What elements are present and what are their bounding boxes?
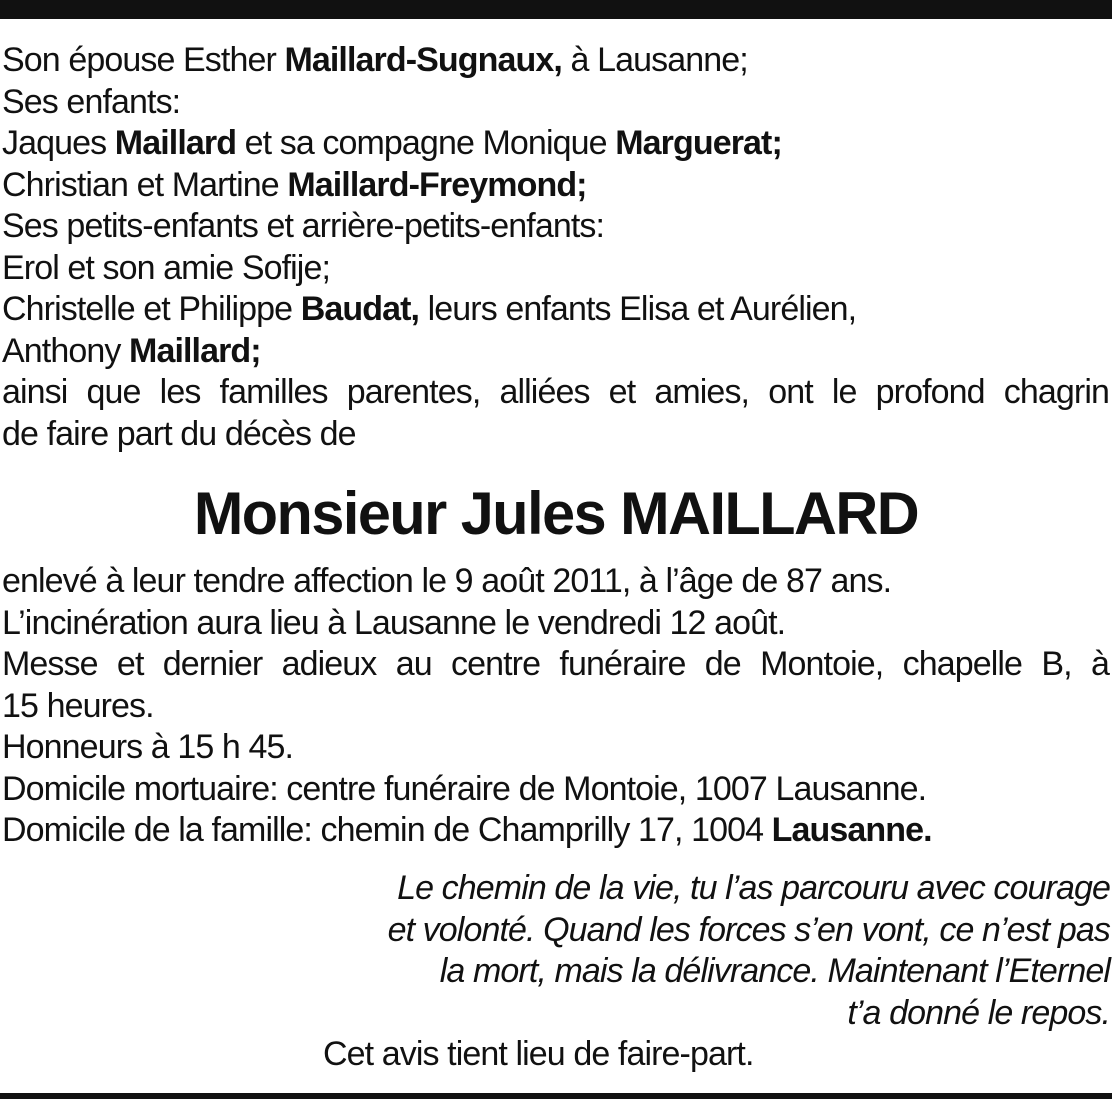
honours-line: Honneurs à 15 h 45.	[2, 728, 294, 766]
deceased-name: Monsieur Jules MAILLARD	[193, 480, 919, 547]
family-list	[2, 40, 1109, 455]
quote-line-2: et volonté. Quand les forces s’en vont, ce n’est pas	[387, 910, 1110, 949]
mass-line: Messe et dernier adieux au centre funéraire de Montoie, chapelle B, à	[2, 645, 1109, 683]
grandchild-line-3: Anthony Maillard;	[2, 331, 261, 370]
child-line-1: Jaques Maillard et sa compagne Monique Marguerat;	[2, 124, 782, 162]
quote-line-1: Le chemin de la vie, tu l’as parcouru avec courage	[397, 869, 1110, 907]
family-address-line: Domicile de la famille: chemin de Champrilly 17, 1004 Lausanne.	[2, 811, 932, 849]
spouse-surname: Maillard-Sugnaux,	[284, 41, 562, 79]
announcement-line-end: de faire part du décès de	[2, 414, 356, 453]
grandchild-line-1: Erol et son amie Sofije;	[2, 248, 331, 287]
passing-line: enlevé à leur tendre affection le 9 août 2011, à l’âge de 87 ans.	[2, 562, 892, 600]
memorial-quote	[290, 868, 1110, 1034]
spouse-line: Son épouse Esther Maillard-Sugnaux, à Lausanne;	[2, 41, 748, 79]
quote-line-3: la mort, mais la délivrance. Maintenant l’Eternel	[439, 952, 1110, 990]
grandchild-line-2: Christelle et Philippe Baudat, leurs enfants Elisa et Aurélien,	[2, 290, 857, 328]
mortuary-line: Domicile mortuaire: centre funéraire de Montoie, 1007 Lausanne.	[2, 769, 927, 808]
mass-time-line: 15 heures.	[2, 686, 154, 725]
top-rule	[0, 0, 1112, 19]
children-heading: Ses enfants:	[2, 82, 181, 121]
grandchildren-heading: Ses petits-enfants et arrière-petits-enfants:	[2, 207, 605, 245]
funeral-details	[2, 561, 1109, 852]
child-line-2: Christian et Martine Maillard-Freymond;	[2, 165, 587, 204]
quote-line-4: t’a donné le repos.	[847, 993, 1110, 1032]
bottom-rule	[0, 1093, 1112, 1099]
announcement-line: ainsi que les familles parentes, alliées et amies, ont le profond chagrin	[2, 373, 1109, 411]
cremation-line: L’incinération aura lieu à Lausanne le vendredi 12 août.	[2, 603, 786, 642]
notice-text: Cet avis tient lieu de faire-part.	[323, 1035, 754, 1073]
